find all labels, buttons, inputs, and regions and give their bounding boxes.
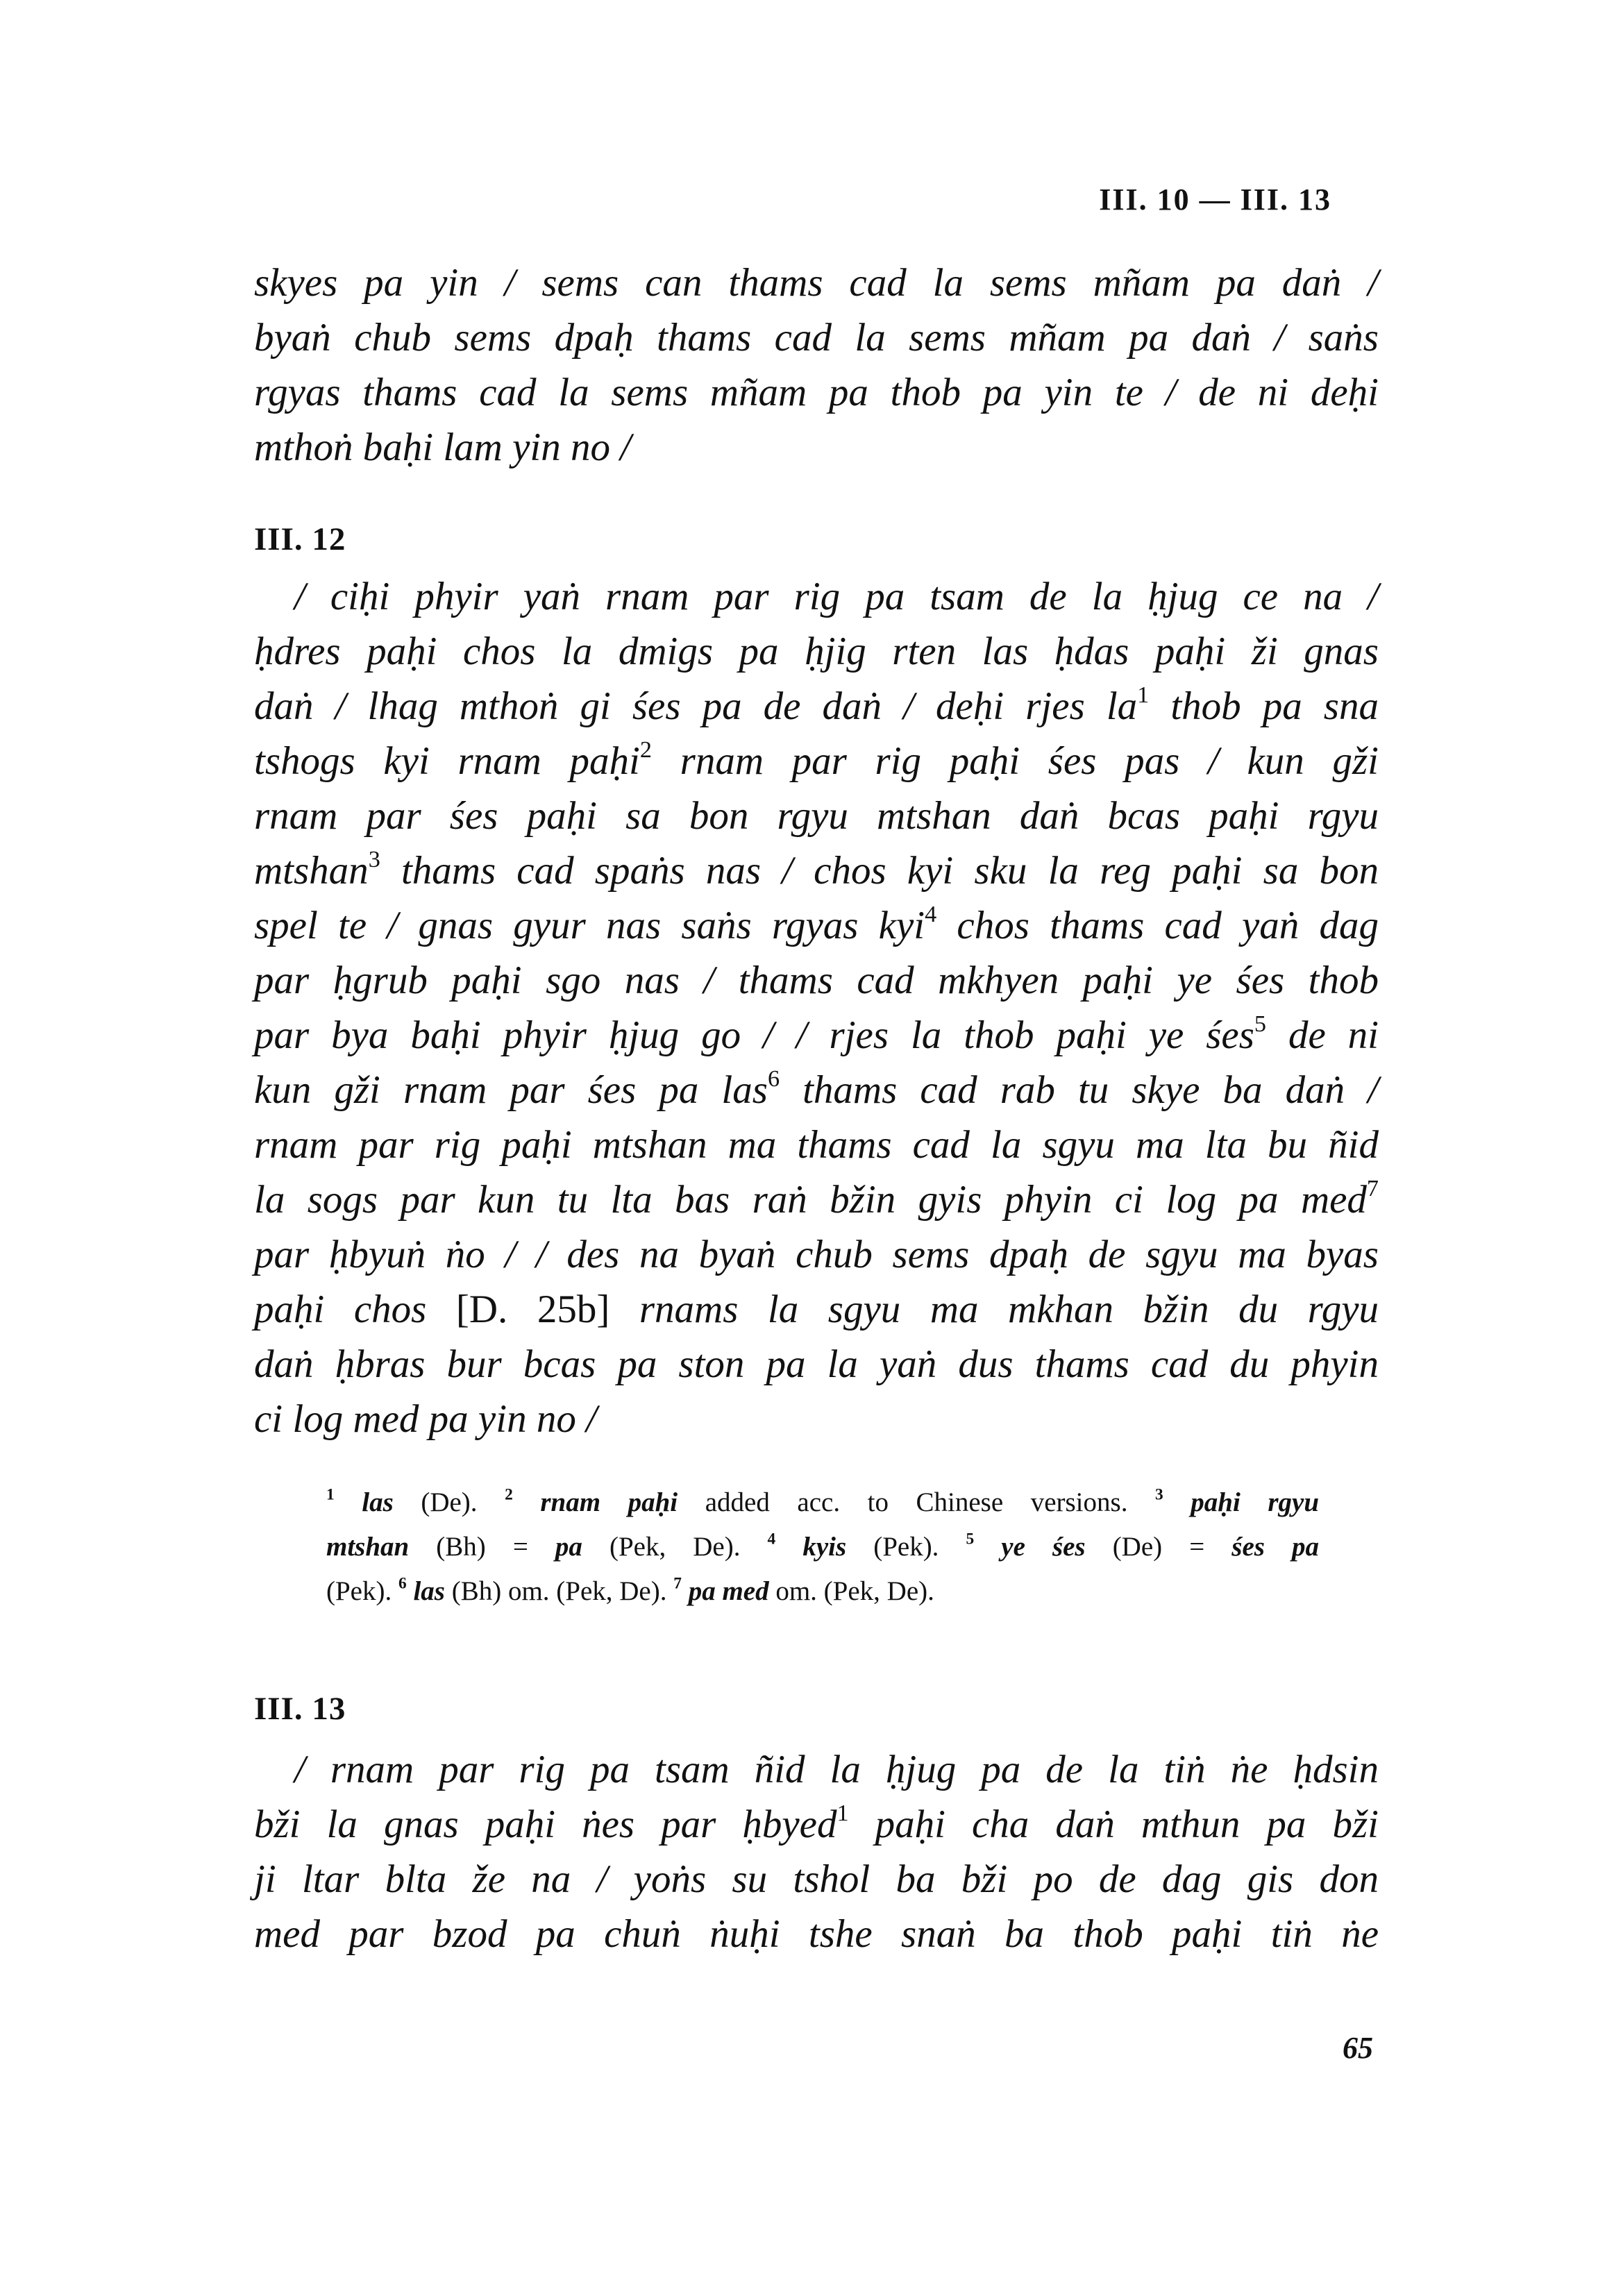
text-line: par ḥgrub paḥi sgo nas / thams cad mkhyen paḥi ye śes thob [254, 959, 1379, 1002]
text-line: ci log med pa yin no / [254, 1397, 597, 1441]
text-line: byaṅ chub sems dpaḥ thams cad la sems mñam pa daṅ / saṅs [254, 316, 1379, 360]
footnote-line: mtshan (Bh) = pa (Pek, De). $^4$ kyis (Pek). $^5$ ye śes (De) = śes pa [326, 1530, 1319, 1562]
section-heading-iii-13: III. 13 [254, 1691, 346, 1727]
footnotes-iii-12 [326, 1480, 1319, 1614]
text-line: / ciḥi phyir yaṅ rnam par rig pa tsam de la ḥjug ce na / [294, 575, 1379, 618]
footnote-ref: 6 [767, 1066, 780, 1092]
text-line: spel te / gnas gyur nas saṅs rgyas kyi$^4$ chos thams cad yaṅ dag [254, 902, 1379, 947]
continued-paragraph [254, 255, 1379, 475]
text-line: la sogs par kun tu lta bas raṅ bžin gyis phyin ci log pa med$^7$ [254, 1176, 1379, 1222]
text-line: daṅ ḥbras bur bcas pa ston pa la yaṅ dus thams cad du phyin [254, 1342, 1379, 1386]
text-line: mthoṅ baḥi lam yin no / [254, 425, 632, 469]
text-line: mtshan$^3$ thams cad spaṅs nas / chos kyi sku la reg paḥi sa bon [254, 847, 1379, 893]
text-line: med par bzod pa chuṅ ṅuḥi tshe snaṅ ba thob paḥi tiṅ ṅe [254, 1912, 1379, 1956]
text-line: / rnam par rig pa tsam ñid la ḥjug pa de la tiṅ ṅe ḥdsin [294, 1748, 1379, 1791]
text-line: kun gži rnam par śes pa las$^6$ thams cad rab tu skye ba daṅ / [254, 1066, 1379, 1112]
text-line: paḥi chos [D. 25b] rnams la sgyu ma mkhan bžin du rgyu [254, 1288, 1379, 1331]
running-head: III. 10 — III. 13 [1099, 183, 1331, 217]
text-line: tshogs kyi rnam paḥi$^2$ rnam par rig paḥi śes pas / kun gži [254, 737, 1379, 783]
footnote-ref: 2 [639, 737, 652, 763]
text-line: ḥdres paḥi chos la dmigs pa ḥjig rten las ḥdas paḥi ži gnas [254, 630, 1379, 673]
section-iii-13-text [254, 1742, 1379, 1961]
page-number: 65 [1343, 2031, 1373, 2065]
text-line: rgyas thams cad la sems mñam pa thob pa yin te / de ni deḥi [254, 371, 1379, 414]
text-line: skyes pa yin / sems can thams cad la sems mñam pa daṅ / [254, 261, 1379, 305]
section-iii-12-text [254, 569, 1379, 1446]
text-line: bži la gnas paḥi ṅes par ḥbyed$^1$ paḥi cha daṅ mthun pa bži [254, 1800, 1379, 1846]
text-line: ji ltar blta že na / yoṅs su tshol ba bži po de dag gis don [254, 1857, 1379, 1901]
text-line: rnam par rig paḥi mtshan ma thams cad la sgyu ma lta bu ñid [254, 1123, 1379, 1167]
footnote-ref: 3 [368, 847, 380, 873]
derge-folio-ref: [D. 25b] [455, 1288, 610, 1331]
footnote-ref: 7 [1366, 1176, 1379, 1202]
footnote-ref: 4 [925, 902, 937, 928]
text-line: daṅ / lhag mthoṅ gi śes pa de daṅ / deḥi rjes $la^1$ thob pa sna [254, 682, 1379, 728]
section-heading-iii-12: III. 12 [254, 521, 346, 557]
footnote-ref: 5 [1254, 1011, 1267, 1038]
text-line: par bya baḥi phyir ḥjug go / / rjes la thob paḥi ye śes$^5$ de ni [254, 1011, 1379, 1057]
footnote-line: (Pek). $^6$ las (Bh) om. (Pek, De). $^7$ pa med om. (Pek, De). [326, 1574, 934, 1606]
text-line: rnam par śes paḥi sa bon rgyu mtshan daṅ bcas paḥi rgyu [254, 794, 1379, 838]
text-line: par ḥbyuṅ ṅo / / des na byaṅ chub sems dpaḥ de sgyu ma byas [254, 1233, 1379, 1276]
footnote-ref: 1 [1137, 682, 1150, 709]
footnote-ref: 1 [836, 1800, 849, 1827]
footnote-line: $^1$ las (De). $^2$ rnam paḥi added acc. to Chinese versions. $^3$ paḥi rgyu [326, 1485, 1320, 1517]
